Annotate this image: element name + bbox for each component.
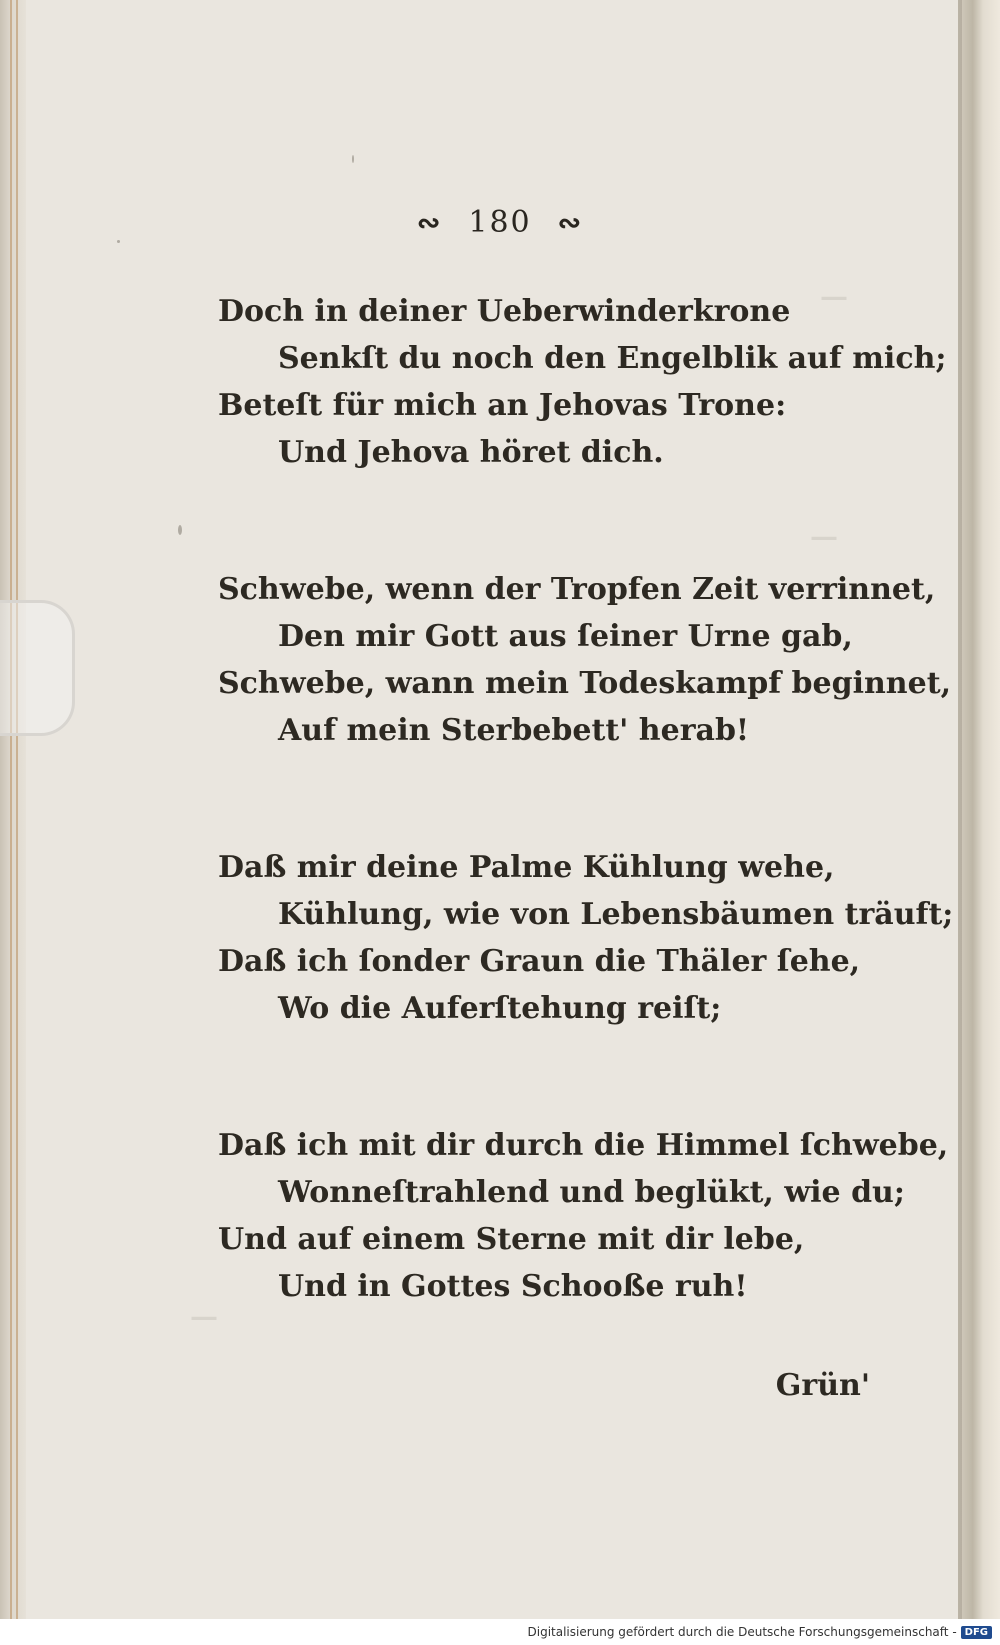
verse-line: Den mir Gott aus ſeiner Urne gab, bbox=[278, 619, 853, 654]
verse-line: Und in Gottes Schooße ruh! bbox=[278, 1269, 748, 1304]
page-number: 180 bbox=[468, 205, 532, 240]
stanza-2 bbox=[218, 566, 952, 754]
funding-credit: Digitalisierung gefördert durch die Deutsche Forschungsgemeinschaft - bbox=[527, 1625, 957, 1639]
stanza-3 bbox=[218, 844, 954, 1032]
bookmark-tab bbox=[0, 600, 75, 736]
fore-edge-shadow bbox=[958, 0, 962, 1645]
paper-speck bbox=[117, 240, 120, 243]
stanza-1 bbox=[218, 288, 947, 476]
verse-line: Doch in deiner Ueberwinderkrone bbox=[218, 294, 791, 329]
verse-line: Beteſt für mich an Jehovas Trone: bbox=[218, 388, 787, 423]
verse-line: Kühlung, wie von Lebensbäumen träuft; bbox=[278, 897, 954, 932]
ornament-left: ∾ bbox=[416, 206, 443, 239]
verse-line: Senkſt du noch den Engelblik auf mich; bbox=[278, 341, 947, 376]
paper-speck bbox=[178, 525, 182, 535]
poem-body bbox=[218, 288, 954, 1310]
page-edge-line bbox=[16, 0, 18, 1645]
digitization-footer bbox=[0, 1619, 1000, 1645]
verse-line: Schwebe, wann mein Todeskampf beginnet, bbox=[218, 666, 952, 701]
verse-line: Daß ich ſonder Graun die Thäler ſehe, bbox=[218, 944, 861, 979]
page-header bbox=[0, 205, 1000, 240]
page-edge-line bbox=[10, 0, 12, 1645]
verse-line: Schwebe, wenn der Tropfen Zeit verrinnet, bbox=[218, 572, 936, 607]
dfg-logo-icon: DFG bbox=[961, 1626, 992, 1639]
bleed-through-mark: — bbox=[810, 520, 838, 553]
page-fore-edge bbox=[958, 0, 1000, 1645]
verse-line: Und auf einem Sterne mit dir lebe, bbox=[218, 1222, 805, 1257]
verse-line: Daß mir deine Palme Kühlung wehe, bbox=[218, 850, 835, 885]
verse-line: Wonneſtrahlend und beglükt, wie du; bbox=[278, 1175, 905, 1210]
verse-line: Wo die Auferſtehung reiſt; bbox=[278, 991, 722, 1026]
book-gutter-edge bbox=[0, 0, 26, 1645]
paper-speck bbox=[352, 155, 354, 163]
catchword: Grün' bbox=[775, 1368, 870, 1403]
verse-line: Und Jehova höret dich. bbox=[278, 435, 664, 470]
verse-line: Daß ich mit dir durch die Himmel ſchwebe, bbox=[218, 1128, 949, 1163]
bleed-through-mark: — bbox=[190, 1300, 218, 1333]
stanza-4 bbox=[218, 1122, 949, 1310]
ornament-right: ∾ bbox=[557, 206, 584, 239]
verse-line: Auf mein Sterbebett' herab! bbox=[278, 713, 750, 748]
bleed-through-mark: — bbox=[820, 280, 848, 313]
